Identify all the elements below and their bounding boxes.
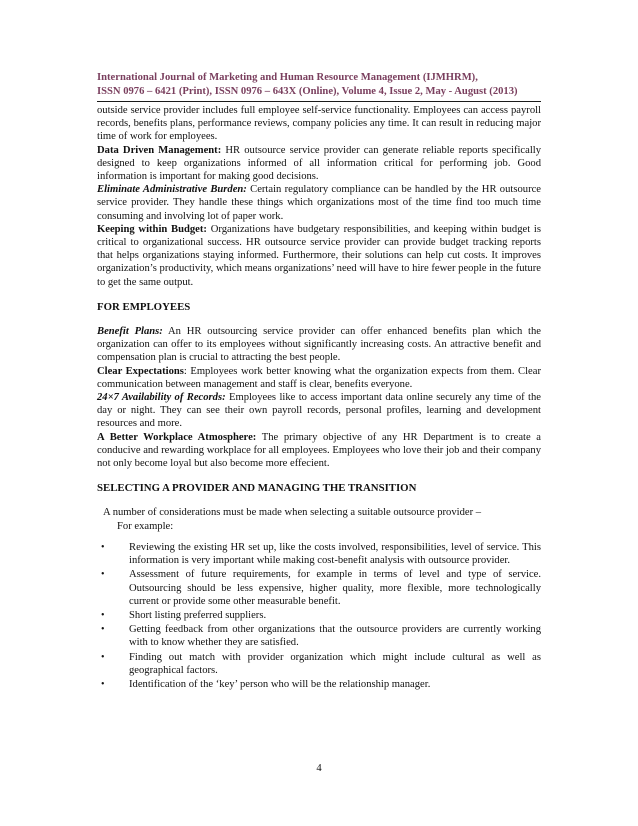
- list-item: [97, 541, 541, 567]
- term-eliminate: Eliminate Administrative Burden:: [97, 184, 247, 196]
- page-number: 4: [316, 763, 322, 774]
- paragraph-budget: [97, 223, 541, 289]
- text-budget: Organizations have budgetary responsibilities, and keeping within budget is critical to organizational success. HR outsource service provider can provide budget tracking reports that helps organizations staying informed. Furthermore, their solutions can help cut costs. It improves organization’s productivity, which means organizations’ need will have to hire fewer people in the future to get the same output.: [97, 223, 542, 288]
- list-item: [97, 651, 541, 677]
- paragraph-data-driven: [97, 144, 541, 184]
- header-rule: [97, 101, 541, 102]
- journal-issn-line: ISSN 0976 – 6421 (Print), ISSN 0976 – 643X (Online), Volume 4, Issue 2, May - August (2013): [97, 86, 518, 97]
- article-body: [97, 104, 541, 692]
- section-heading-for-employees: FOR EMPLOYEES: [97, 300, 191, 313]
- paragraph-availability: [97, 391, 541, 431]
- bullet-icon: •: [101, 678, 105, 690]
- section-heading-selecting: SELECTING A PROVIDER AND MANAGING THE TRANSITION: [97, 482, 417, 495]
- paragraph-atmosphere: [97, 431, 541, 471]
- list-item-text: Reviewing the existing HR set up, like the costs involved, responsibilities, level of service. This information is very important while making cost-benefit analysis with outsource provider.: [129, 541, 541, 567]
- bullet-icon: •: [101, 624, 105, 636]
- bullet-icon: •: [101, 541, 105, 553]
- bullet-icon: •: [101, 569, 105, 581]
- list-item-text: Identification of the ‘key’ person who will be the relationship manager.: [129, 678, 431, 690]
- list-item: [97, 568, 541, 608]
- paragraph-eliminate: [97, 183, 541, 223]
- list-item: [97, 623, 541, 649]
- text-clear: : Employees work better knowing what the organization expects from them. Clear communication between management and staff is clear, benefits everyone.: [97, 365, 541, 390]
- selecting-intro-line2: For example:: [117, 520, 174, 532]
- list-item-text: Finding out match with provider organization which might include cultural as well as geographical factors.: [129, 651, 541, 676]
- term-data-driven: Data Driven Management:: [97, 144, 222, 156]
- term-clear: Clear Expectations: [97, 365, 184, 377]
- term-benefit: Benefit Plans:: [97, 326, 163, 338]
- list-item-text: Short listing preferred suppliers.: [129, 609, 267, 621]
- list-item: [97, 609, 541, 622]
- journal-title-line: International Journal of Marketing and Human Resource Management (IJMHRM),: [97, 72, 478, 83]
- paragraph-benefit: [97, 325, 541, 365]
- text-availability: Employees like to access important data online securely any time of the day or night. They can see their own payroll records, personal profiles, learning and development resources and more.: [97, 392, 541, 430]
- term-atmosphere: A Better Workplace Atmosphere:: [97, 431, 257, 443]
- selecting-intro: [97, 506, 541, 532]
- bullet-icon: •: [101, 651, 105, 663]
- continued-paragraph: outside service provider includes full employee self-service functionality. Employees can access payroll records, benefits plans, performance reviews, company policies any time. It can result in reducing major time of work for employees.: [97, 105, 541, 143]
- list-item-text: Getting feedback from other organizations that the outsource providers are currently working with to know whether they are satisfied.: [129, 624, 541, 649]
- term-availability: 24×7 Availability of Records:: [97, 392, 226, 404]
- term-budget: Keeping within Budget:: [97, 223, 207, 235]
- text-data-driven: HR outsource service provider can generate reliable reports specifically designed to keep organizations informed of all information critical for performing job. Good information is important for making good decisions.: [97, 144, 541, 183]
- running-header: [97, 71, 541, 99]
- list-item-text: Assessment of future requirements, for example in terms of level and type of service. Outsourcing should be less expensive, higher quality, more flexible, more technologically current or provide some other measurable benefit.: [129, 569, 541, 607]
- text-eliminate: Certain regulatory compliance can be handled by the HR outsource service provider. They handle these things which organizations most of the time find too much time consuming and involving lot of paper work.: [97, 184, 541, 222]
- paragraph-clear: [97, 365, 541, 391]
- text-benefit: An HR outsourcing service provider can offer enhanced benefits plan which the organization can offer to its employees without significantly increasing costs. An attractive benefit and compensation plan is crucial to attracting the best people.: [97, 326, 541, 364]
- selecting-intro-line1: A number of considerations must be made when selecting a suitable outsource provider –: [103, 507, 482, 519]
- bullet-icon: •: [101, 609, 105, 621]
- considerations-list: [97, 541, 541, 691]
- text-atmosphere: The primary objective of any HR Department is to create a conducive and rewarding workplace for all employees. Employees who love their job and their company not only become loyal but also become more effecient.: [97, 431, 542, 470]
- list-item: [97, 678, 541, 691]
